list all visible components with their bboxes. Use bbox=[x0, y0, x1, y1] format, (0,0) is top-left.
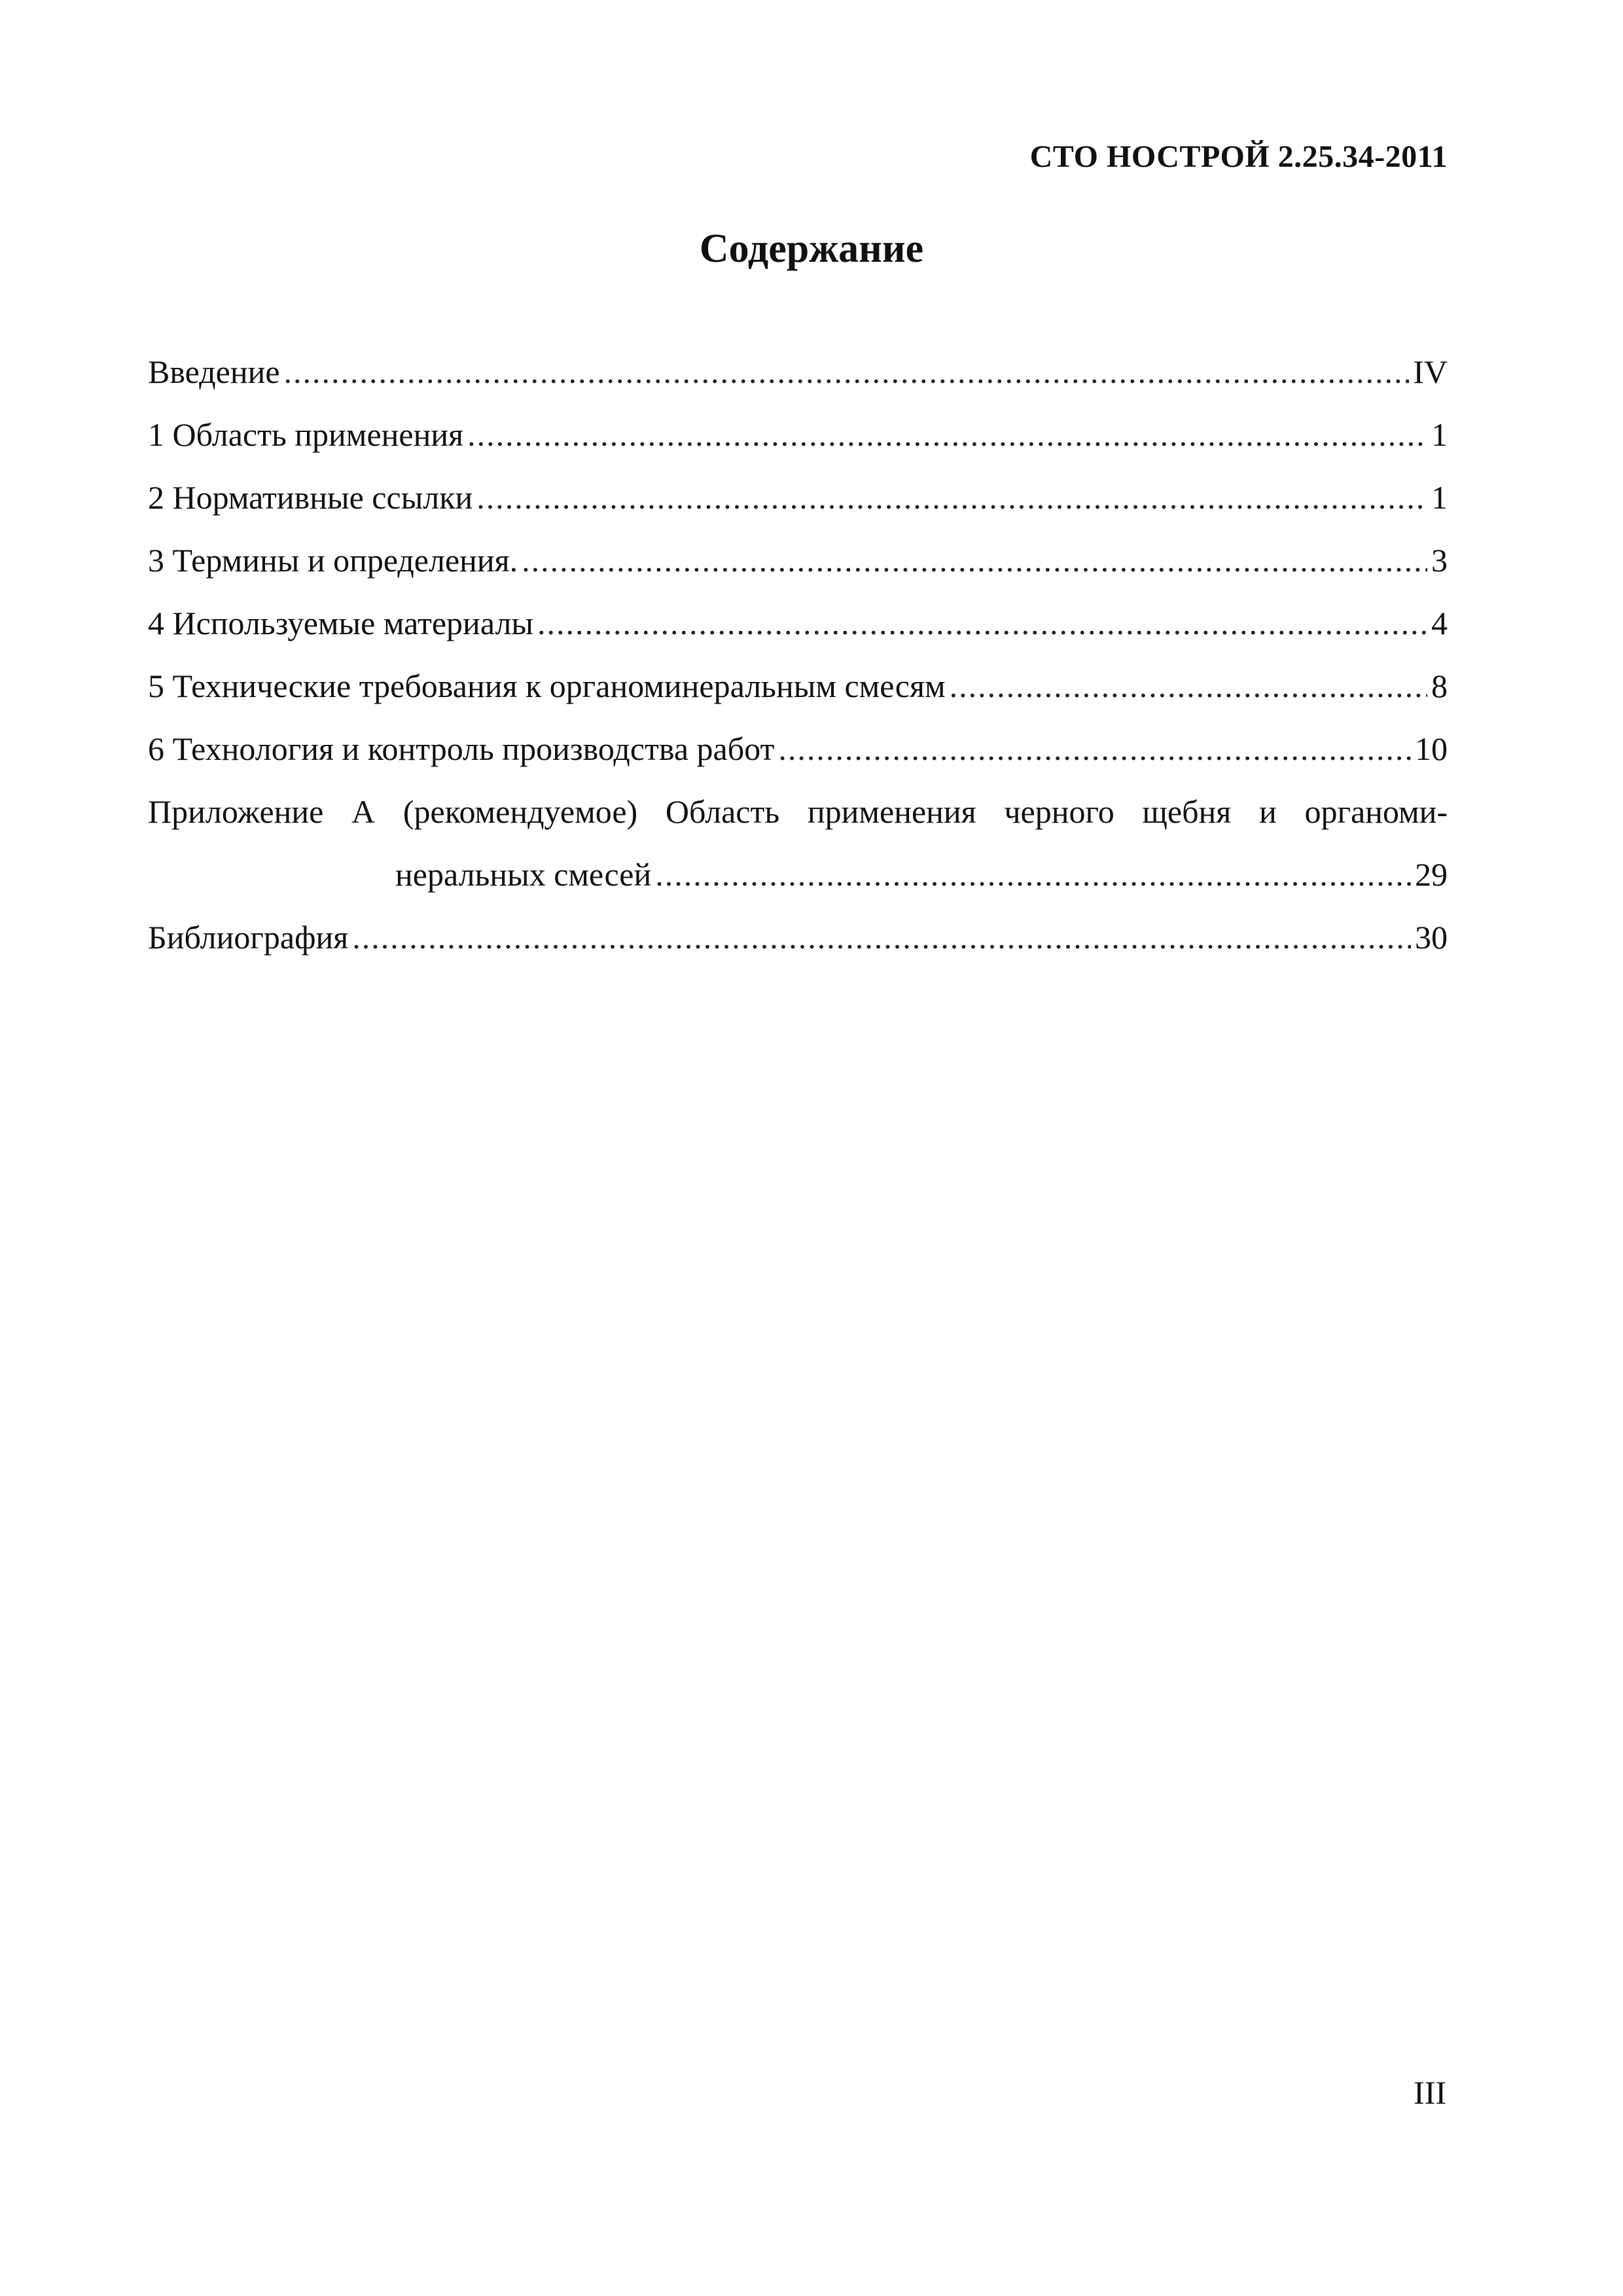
table-of-contents bbox=[148, 340, 1448, 969]
toc-entry-title: 1 Область применения bbox=[148, 416, 464, 453]
toc-leader-dots bbox=[655, 843, 1411, 906]
toc-entry-page: 10 bbox=[1415, 730, 1448, 767]
toc-entry-title: Библиография bbox=[148, 919, 349, 956]
toc-entry-materials[interactable] bbox=[148, 592, 1448, 655]
toc-entry-page: 1 bbox=[1431, 416, 1448, 453]
toc-leader-dots bbox=[467, 403, 1427, 466]
toc-entry-bibliography[interactable] bbox=[148, 906, 1448, 969]
toc-leader-dots bbox=[476, 466, 1427, 529]
toc-entry-appendix-a-line1[interactable]: Приложение А (рекомендуемое) Область применения черного щебня и органоми- bbox=[148, 793, 1448, 830]
toc-entry-title: 2 Нормативные ссылки bbox=[148, 479, 473, 516]
toc-leader-dots bbox=[778, 717, 1411, 780]
toc-entry-technical-requirements[interactable] bbox=[148, 655, 1448, 717]
toc-entry-technology-control[interactable] bbox=[148, 717, 1448, 780]
toc-entry-title: Введение bbox=[148, 353, 280, 390]
toc-leader-dots bbox=[284, 340, 1410, 403]
page-number: III bbox=[1414, 2074, 1446, 2111]
toc-leader-dots bbox=[352, 906, 1411, 969]
toc-entry-title: 6 Технология и контроль производства работ bbox=[148, 730, 775, 767]
toc-entry-page: 29 bbox=[1415, 856, 1448, 893]
toc-entry-title: 4 Используемые материалы bbox=[148, 605, 533, 641]
toc-entry-page: 3 bbox=[1431, 542, 1448, 579]
toc-entry-page: 8 bbox=[1431, 668, 1448, 704]
toc-entry-page: 1 bbox=[1431, 479, 1448, 516]
page-title: Содержание bbox=[699, 226, 924, 271]
toc-entry-page: 30 bbox=[1415, 919, 1448, 956]
toc-entry-title: 5 Технические требования к органоминеральным смесям bbox=[148, 668, 946, 704]
toc-leader-dots bbox=[537, 592, 1427, 655]
toc-leader-dots bbox=[522, 529, 1427, 592]
toc-entry-page: 4 bbox=[1431, 605, 1448, 641]
toc-entry-normative-references[interactable] bbox=[148, 466, 1448, 529]
toc-entry-appendix-a[interactable] bbox=[148, 843, 1448, 906]
toc-entry-terms[interactable] bbox=[148, 529, 1448, 592]
document-code-header: СТО НОСТРОЙ 2.25.34-2011 bbox=[1029, 139, 1448, 174]
toc-entry-introduction[interactable] bbox=[148, 340, 1448, 403]
toc-entry-scope[interactable] bbox=[148, 403, 1448, 466]
toc-entry-title: 3 Термины и определения. bbox=[148, 542, 518, 579]
toc-entry-page: IV bbox=[1413, 353, 1448, 390]
toc-leader-dots bbox=[950, 655, 1427, 717]
toc-entry-title: неральных смесей bbox=[395, 856, 652, 893]
